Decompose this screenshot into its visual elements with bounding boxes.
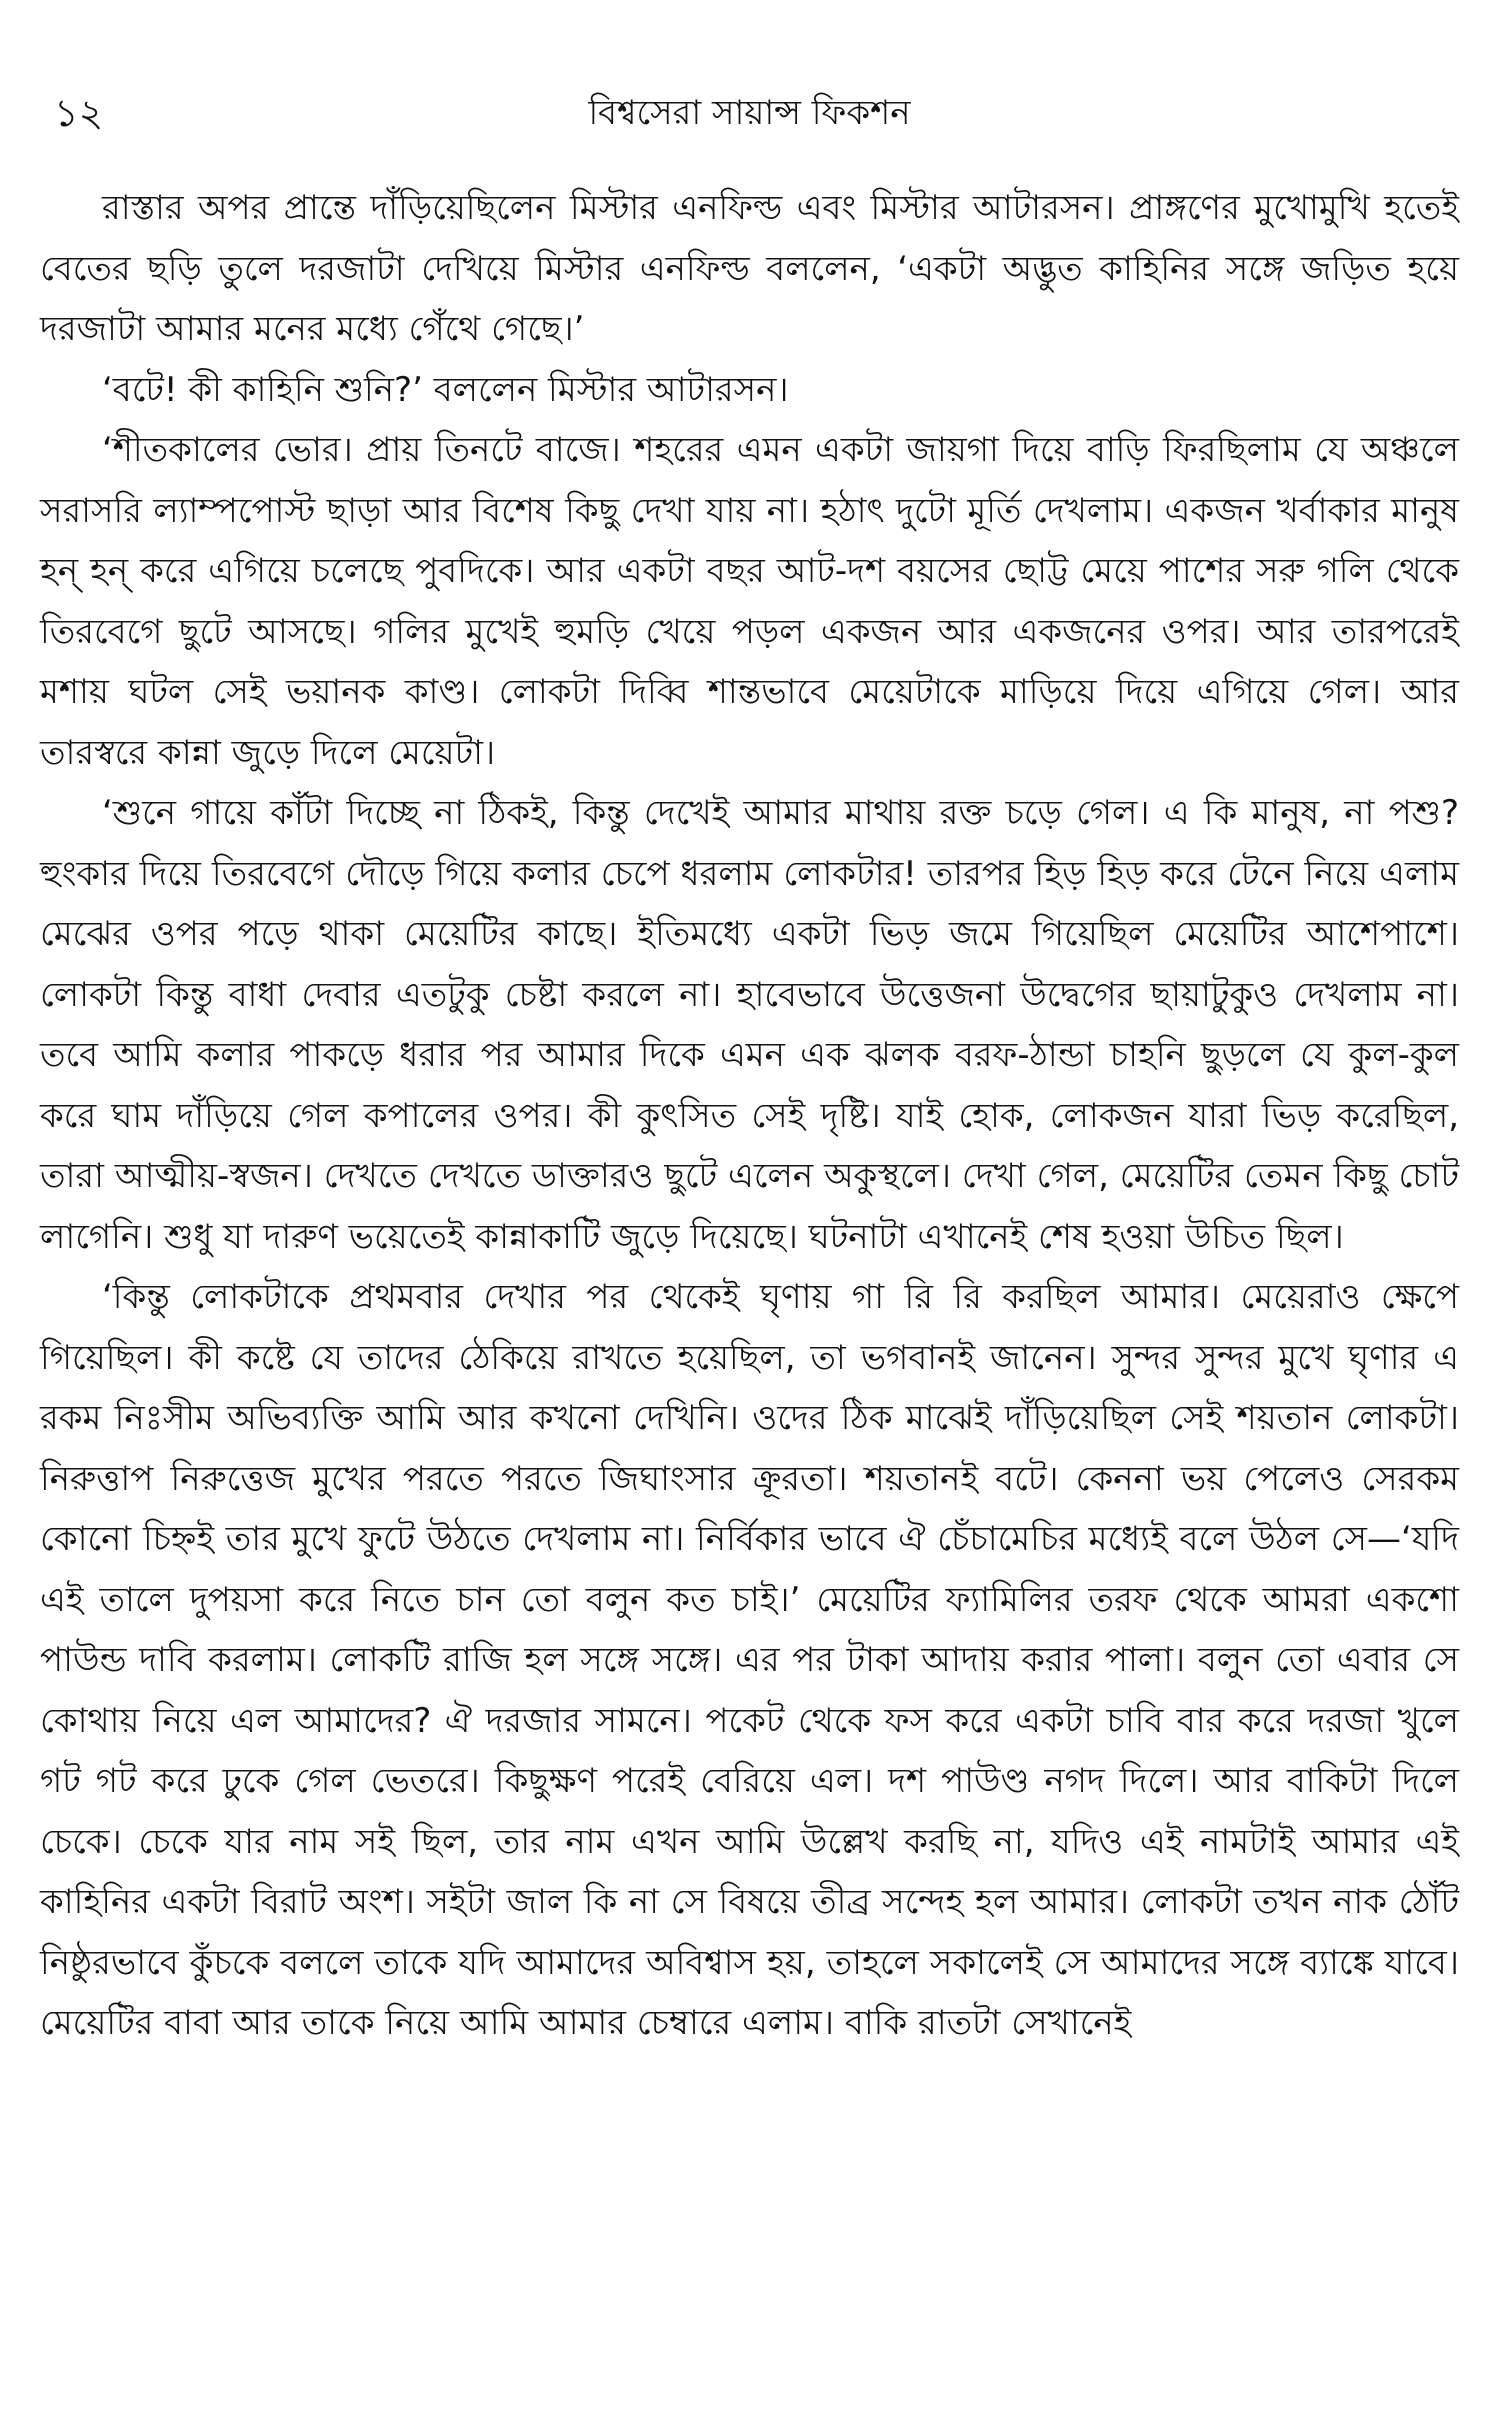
- paragraph: ‘শুনে গায়ে কাঁটা দিচ্ছে না ঠিকই, কিন্তু দেখেই আমার মাথায় রক্ত চড়ে গেল। এ কি মানুষ, না পশু? হুংকার দিয়ে তিরবেগে দৌড়ে গিয়ে কলার চেপে ধরলাম লোকটার! তারপর হিড় হিড় করে টেনে নিয়ে এলাম মেঝের ওপর পড়ে থাকা মেয়েটির কাছে। ইতিমধ্যে একটা ভিড় জমে গিয়েছিল মেয়েটির আশেপাশে। লোকটা কিন্তু বাধা দেবার এতটুকু চেষ্টা করলে না। হাবেভাবে উত্তেজনা উদ্বেগের ছায়াটুকুও দেখলাম না। তবে আমি কলার পাকড়ে ধরার পর আমার দিকে এমন এক ঝলক বরফ-ঠান্ডা চাহনি ছুড়লে যে কুল-কুল করে ঘাম দাঁড়িয়ে গেল কপালের ওপর। কী কুৎসিত সেই দৃষ্টি। যাই হোক, লোকজন যারা ভিড় করেছিল, তারা আত্মীয়-স্বজন। দেখতে দেখতে ডাক্তারও ছুটে এলেন অকুস্থলে। দেখা গেল, মেয়েটির তেমন কিছু চোট লাগেনি। শুধু যা দারুণ ভয়েতেই কান্নাকাটি জুড়ে দিয়েছে। ঘটনাটা এখানেই শেষ হওয়া উচিত ছিল।: [40, 793, 1459, 1257]
- paragraph: ‘কিন্তু লোকটাকে প্রথমবার দেখার পর থেকেই ঘৃণায় গা রি রি করছিল আমার। মেয়েরাও ক্ষেপে গিয়েছিল। কী কষ্টে যে তাদের ঠেকিয়ে রাখতে হয়েছিল, তা ভগবানই জানেন। সুন্দর সুন্দর মুখে ঘৃণার এ রকম নিঃসীম অভিব্যক্তি আমি আর কখনো দেখিনি। ওদের ঠিক মাঝেই দাঁড়িয়েছিল সেই শয়তান লোকটা। নিরুত্তাপ নিরুত্তেজ মুখের পরতে পরতে জিঘাংসার ক্রূরতা। শয়তানই বটে। কেননা ভয় পেলেও সেরকম কোনো চিহ্নই তার মুখে ফুটে উঠতে দেখলাম না। নির্বিকার ভাবে ঐ চেঁচামেচির মধ্যেই বলে উঠল সে—‘যদি এই তালে দুপয়সা করে নিতে চান তো বলুন কত চাই।’ মেয়েটির ফ্যামিলির তরফ থেকে আমরা একশো পাউন্ড দাবি করলাম। লোকটি রাজি হল সঙ্গে সঙ্গে। এর পর টাকা আদায় করার পালা। বলুন তো এবার সে কোথায় নিয়ে এল আমাদের? ঐ দরজার সামনে। পকেট থেকে ফস করে একটা চাবি বার করে দরজা খুলে গট গট করে ঢুকে গেল ভেতরে। কিছুক্ষণ পরেই বেরিয়ে এল। দশ পাউণ্ড নগদ দিলে। আর বাকিটা দিলে চেকে। চেকে যার নাম সই ছিল, তার নাম এখন আমি উল্লেখ করছি না, যদিও এই নামটাই আমার এই কাহিনির একটা বিরাট অংশ। সইটা জাল কি না সে বিষয়ে তীব্র সন্দেহ হল আমার। লোকটা তখন নাক ঠোঁট নিষ্ঠুরভাবে কুঁচকে বললে তাকে যদি আমাদের অবিশ্বাস হয়, তাহলে সকালেই সে আমাদের সঙ্গে ব্যাঙ্কে যাবে। মেয়েটির বাবা আর তাকে নিয়ে আমি আমার চেম্বারে এলাম। বাকি রাতটা সেখানেই: [40, 1277, 1459, 2043]
- page-header: [40, 88, 1459, 148]
- running-title: বিশ্বসেরা সায়ান্স ফিকশন: [588, 93, 911, 133]
- paragraph: ‘বটে! কী কাহিনি শুনি?’ বললেন মিস্টার আটারসন।: [102, 369, 789, 410]
- paragraph: ‘শীতকালের ভোর। প্রায় তিনটে বাজে। শহরের এমন একটা জায়গা দিয়ে বাড়ি ফিরছিলাম যে অঞ্চলে সরাসরি ল্যাম্পপোস্ট ছাড়া আর বিশেষ কিছু দেখা যায় না। হঠাৎ দুটো মূর্তি দেখলাম। একজন খর্বাকার মানুষ হন্ হন্ করে এগিয়ে চলেছে পুবদিকে। আর একটা বছর আট-দশ বয়সের ছোট্ট মেয়ে পাশের সরু গলি থেকে তিরবেগে ছুটে আসছে। গলির মুখেই হুমড়ি খেয়ে পড়ল একজন আর একজনের ওপর। আর তারপরেই মশায় ঘটল সেই ভয়ানক কাণ্ড। লোকটা দিব্বি শান্তভাবে মেয়েটাকে মাড়িয়ে দিয়ে এগিয়ে গেল। আর তারস্বরে কান্না জুড়ে দিলে মেয়েটা।: [40, 430, 1459, 773]
- paragraph: রাস্তার অপর প্রান্তে দাঁড়িয়েছিলেন মিস্টার এনফিল্ড এবং মিস্টার আটারসন। প্রাঙ্গণের মুখোমুখি হতেই বেতের ছড়ি তুলে দরজাটা দেখিয়ে মিস্টার এনফিল্ড বললেন, ‘একটা অদ্ভুত কাহিনির সঙ্গে জড়িত হয়ে দরজাটা আমার মনের মধ্যে গেঁথে গেছে।’: [40, 188, 1459, 349]
- body-text: [40, 178, 1459, 2054]
- page-number: ১২: [54, 91, 104, 135]
